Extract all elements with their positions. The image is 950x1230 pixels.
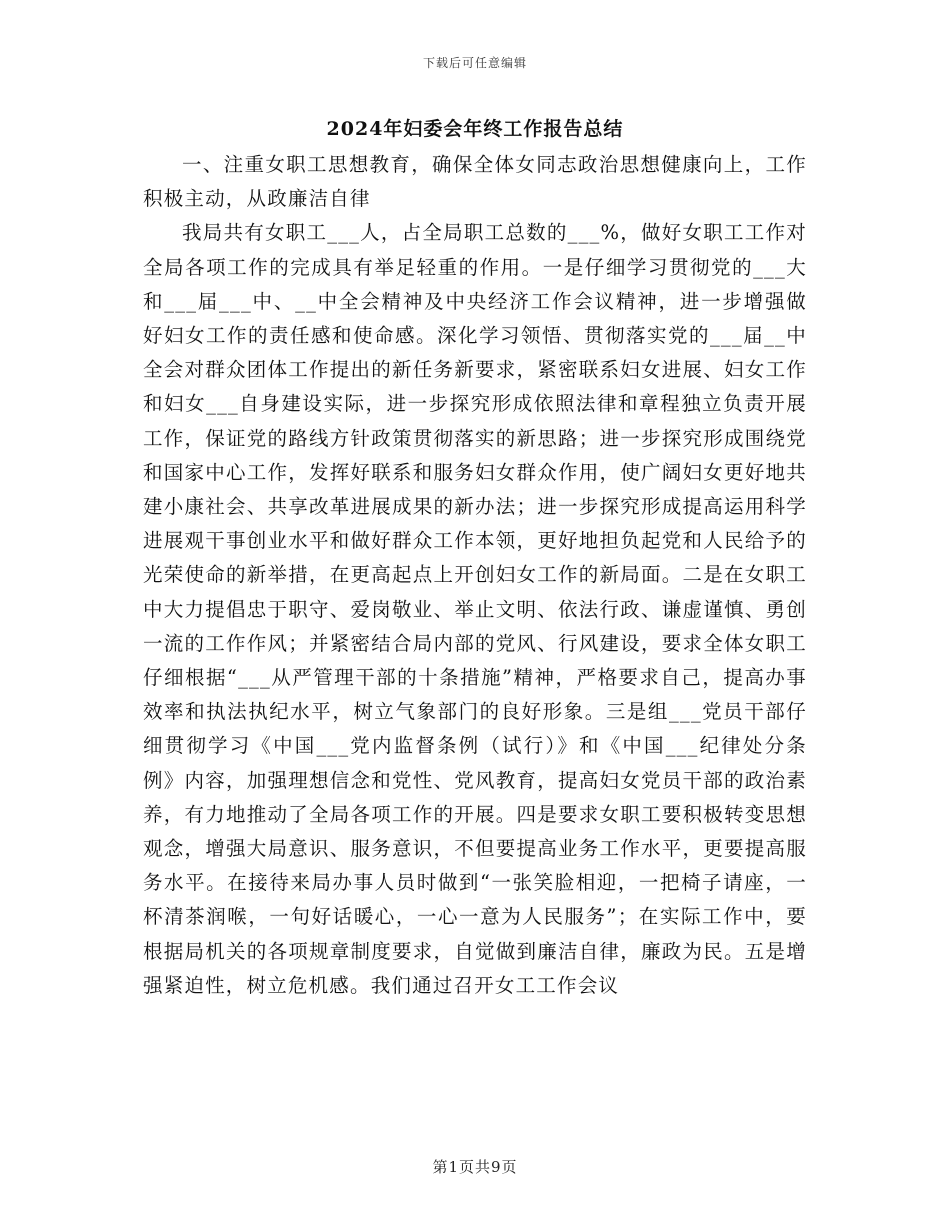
document-body (143, 148, 807, 1003)
document-title: 2024年妇委会年终工作报告总结 (326, 118, 624, 140)
body-paragraph: 我局共有女职工___人，占全局职工总数的___%，做好女职工工作对全局各项工作的完成具有举足轻重的作用。一是仔细学习贯彻党的___大和___届___中、__中全会精神及中央经济工作会议精神，进一步增强做好妇女工作的责任感和使命感。深化学习领悟、贯彻落实党的___届__中全会对群众团体工作提出的新任务新要求，紧密联系妇女进展、妇女工作和妇女___自身建设实际，进一步探究形成依照法律和章程独立负责开展工作，保证党的路线方针政策贯彻落实的新思路；进一步探究形成围绕党和国家中心工作，发挥好联系和服务妇女群众作用，使广阔妇女更好地共建小康社会、共享改革进展成果的新办法；进一步探究形成提高运用科学进展观干事创业水平和做好群众工作本领，更好地担负起党和人民给予的光荣使命的新举措，在更高起点上开创妇女工作的新局面。二是在女职工中大力提倡忠于职守、爱岗敬业、举止文明、依法行政、谦虚谨慎、勇创一流的工作作风；并紧密结合局内部的党风、行风建设，要求全体女职工仔细根据“___从严管理干部的十条措施”精神，严格要求自己，提高办事效率和执法执纪水平，树立气象部门的良好形象。三是组___党员干部仔细贯彻学习《中国___党内监督条例（试行）》和《中国___纪律处分条例》内容，加强理想信念和党性、党风教育，提高妇女党员干部的政治素养，有力地推动了全局各项工作的开展。四是要求女职工要积极转变思想观念，增强大局意识、服务意识，不但要提高业务工作水平，更要提高服务水平。在接待来局办事人员时做到“一张笑脸相迎，一把椅子请座，一杯清茶润喉，一句好话暖心，一心一意为人民服务”；在实际工作中，要根据局机关的各项规章制度要求，自觉做到廉洁自律，廉政为民。五是增强紧迫性，树立危机感。我们通过召开女工工作会议 (143, 221, 807, 997)
section-heading: 一、注重女职工思想教育，确保全体女同志政治思想健康向上，工作积极主动，从政廉洁自律 (143, 153, 807, 211)
header-note: 下载后可任意编辑 (422, 56, 527, 70)
page-number: 第1页共9页 (432, 1158, 518, 1176)
